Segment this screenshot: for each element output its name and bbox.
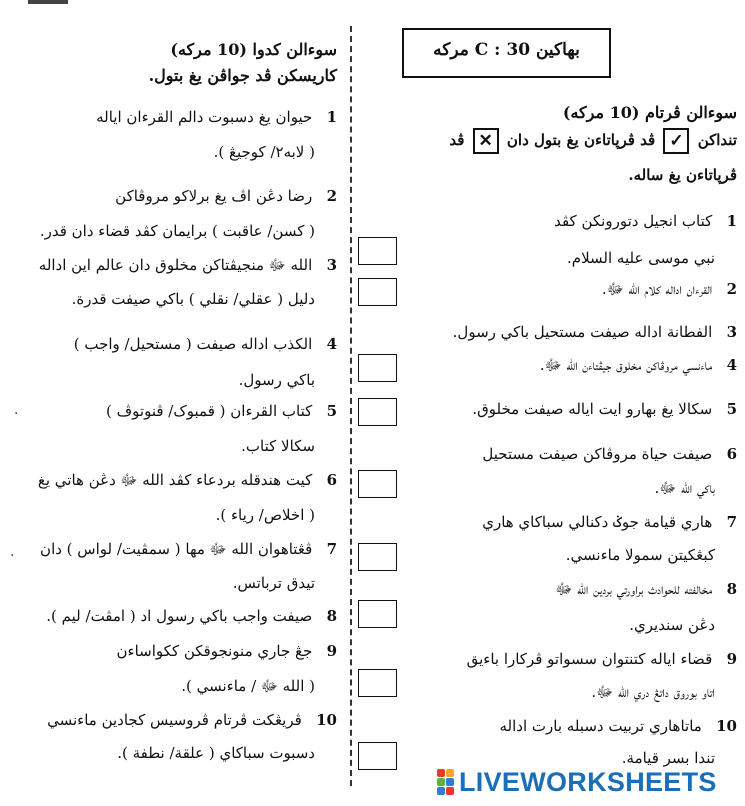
left-question-1-line2: ( لابه٢/ کوجيڠ ). — [213, 143, 315, 161]
right-question-4 — [540, 356, 737, 378]
scan-speck: · — [14, 406, 19, 422]
right-question-1 — [554, 212, 737, 230]
left-question-7-line2: تيدق ترباتس. — [232, 574, 315, 592]
left-question-2 — [115, 187, 337, 205]
answer-box-7[interactable] — [358, 543, 397, 571]
column-divider — [350, 26, 352, 786]
check-mark-icon: ✓ — [663, 128, 689, 154]
right-question-7-line2: کبڠکيتن سمولا ماءنسي. — [565, 546, 715, 564]
liveworksheets-logo-text: LIVEWORKSHEETS — [459, 766, 717, 797]
right-instruction-line2: ڤرڽاتاءن يغ ساله. — [628, 166, 737, 184]
question-text: هاري قيامة جوݢ دکنالي سباکاي هاري — [482, 513, 713, 531]
question-text: ڤريڠکت ڤرتام ڤروسيس کجادين ماءنسي — [47, 711, 302, 729]
left-question-6-line2: ( اخلاص/ رياء ). — [215, 506, 315, 524]
left-question-9-line2: ( الله ﷻ / ماءنسي ). — [181, 677, 315, 695]
right-section-title: سوءالن ڤرتام (10 مرکه) — [562, 103, 737, 122]
scan-speck: · — [10, 548, 15, 564]
answer-box-6[interactable] — [358, 470, 397, 498]
question-number: 10 — [716, 717, 737, 735]
answer-box-4[interactable] — [358, 354, 397, 382]
question-text: سکالا يغ بهارو ايت اياله صيفت مخلوق. — [472, 400, 713, 418]
section-c-title: بهاکين C : 30 مرکه — [433, 40, 580, 60]
question-number: 1 — [326, 108, 337, 126]
question-text: صيفت واجب باکي رسول اد ( امڤت/ ليم ). — [46, 607, 313, 625]
cross-mark-icon: ✕ — [473, 128, 499, 154]
right-question-7 — [482, 513, 737, 531]
question-number: 4 — [726, 356, 737, 374]
left-question-3-line2: دليل ( عقلي/ نقلي ) باکي صيفت قدرة. — [71, 290, 315, 308]
right-question-9-line2: اتاو بوروق داتڠ دري الله ﷻ. — [591, 683, 715, 701]
right-instruction — [449, 128, 737, 154]
liveworksheets-logo-icon — [437, 769, 455, 795]
left-question-9 — [117, 642, 337, 660]
question-number: 2 — [326, 187, 337, 205]
question-number: 10 — [316, 711, 337, 729]
right-question-9 — [467, 650, 737, 668]
right-question-2 — [602, 280, 737, 302]
answer-box-2[interactable] — [358, 278, 397, 306]
question-text: کتاب انجيل دتورونکن کڤد — [554, 212, 713, 230]
question-number: 8 — [326, 607, 337, 625]
left-question-8 — [46, 607, 337, 625]
left-question-4-line2: باکي رسول. — [238, 371, 315, 389]
question-text: کيت هندقله بردعاء کڤد الله ﷻ دڠن هاتي يغ — [37, 471, 313, 489]
question-text: قضاء اياله کتنتوان سسواتو ڤرکارا باءيق — [466, 650, 713, 668]
question-text: کتاب القرءان ( قمبوک/ ڤنوتوڤ ) — [105, 402, 313, 420]
left-instruction: کاريسکن ڤد جواڤن يغ بتول. — [148, 66, 337, 85]
right-question-5 — [472, 400, 737, 418]
question-number: 5 — [326, 402, 337, 420]
question-text: الکذب اداله صيفت ( مستحيل/ واجب ) — [73, 335, 313, 353]
question-number: 6 — [326, 471, 337, 489]
section-c-header-box — [402, 28, 611, 78]
answer-box-9[interactable] — [358, 669, 397, 697]
question-number: 3 — [726, 323, 737, 341]
question-text: ماتاهاري تربيت دسبله بارت اداله — [499, 717, 702, 735]
answer-box-10[interactable] — [358, 742, 397, 770]
question-number: 1 — [726, 212, 737, 230]
question-number: 4 — [326, 335, 337, 353]
question-number: 7 — [326, 540, 337, 558]
right-question-6 — [482, 445, 737, 463]
instruction-part-c: ڤد — [449, 131, 465, 149]
question-number: 6 — [726, 445, 737, 463]
left-question-7 — [40, 540, 337, 562]
question-text: حيوان يغ دسبوت دالم القرءان اياله — [96, 108, 313, 126]
left-question-5-line2: سکالا کتاب. — [241, 437, 315, 455]
instruction-part-a: تنداکن — [697, 131, 737, 149]
answer-box-1[interactable] — [358, 237, 397, 265]
question-number: 5 — [726, 400, 737, 418]
left-question-10-line2: دسبوت سباکاي ( علقة/ نطفة ). — [117, 744, 315, 762]
left-question-3 — [39, 256, 337, 278]
right-question-8 — [555, 580, 737, 602]
right-question-3 — [453, 323, 737, 341]
question-number: 3 — [326, 256, 337, 274]
question-text: جڠ جاري منونجوقکن ککواساءن — [116, 642, 313, 660]
question-text: ڤڠتاهوان الله ﷻ مها ( سمڤيت/ لواس ) دان — [40, 540, 313, 558]
question-text: الله ﷻ منجيڤتاکن مخلوق دان عالم اين اداله — [38, 256, 313, 274]
left-question-10 — [47, 711, 337, 729]
question-number: 8 — [726, 580, 737, 598]
left-question-1 — [96, 108, 337, 126]
question-text: رضا دڠن اڤ يغ برلاکو مروڤاکن — [115, 187, 313, 205]
question-text: صيفت حياة مروڤاکن صيفت مستحيل — [482, 445, 713, 463]
answer-box-8[interactable] — [358, 600, 397, 628]
question-text: الفطانة اداله صيفت مستحيل باکي رسول. — [452, 323, 713, 341]
cropped-header-fragment — [28, 0, 68, 4]
question-number: 2 — [726, 280, 737, 298]
liveworksheets-logo — [437, 766, 717, 798]
question-number: 9 — [726, 650, 737, 668]
left-question-2-line2: ( کسن/ عاقبت ) برايمان کڤد قضاء دان قدر. — [39, 222, 315, 240]
question-number: 9 — [326, 642, 337, 660]
question-text: مخالفته للحوادث براورتي بردين الله ﷻ — [555, 580, 713, 598]
left-question-6 — [38, 471, 337, 493]
question-text: ماءنسي مروڤاکن مخلوق جيڤتاءن الله ﷻ. — [539, 356, 713, 374]
question-number: 7 — [726, 513, 737, 531]
right-question-10 — [500, 717, 737, 735]
right-question-6-line2: باکي الله ﷻ. — [654, 479, 715, 497]
right-question-1-line2: نبي موسى عليه السلام. — [567, 249, 715, 267]
right-question-10-line2: تندا بسر قيامة. — [621, 749, 715, 767]
left-question-5 — [106, 402, 337, 420]
left-question-4 — [74, 335, 337, 353]
question-text: القرءان اداله کلام الله ﷻ. — [601, 280, 713, 298]
right-question-8-line2: دڠن سنديري. — [629, 616, 715, 634]
answer-box-5[interactable] — [358, 398, 397, 426]
instruction-part-b: ڤد ڤرڽاتاءن يغ بتول دان — [506, 131, 656, 149]
left-section-title: سوءالن کدوا (10 مرکه) — [170, 40, 337, 59]
